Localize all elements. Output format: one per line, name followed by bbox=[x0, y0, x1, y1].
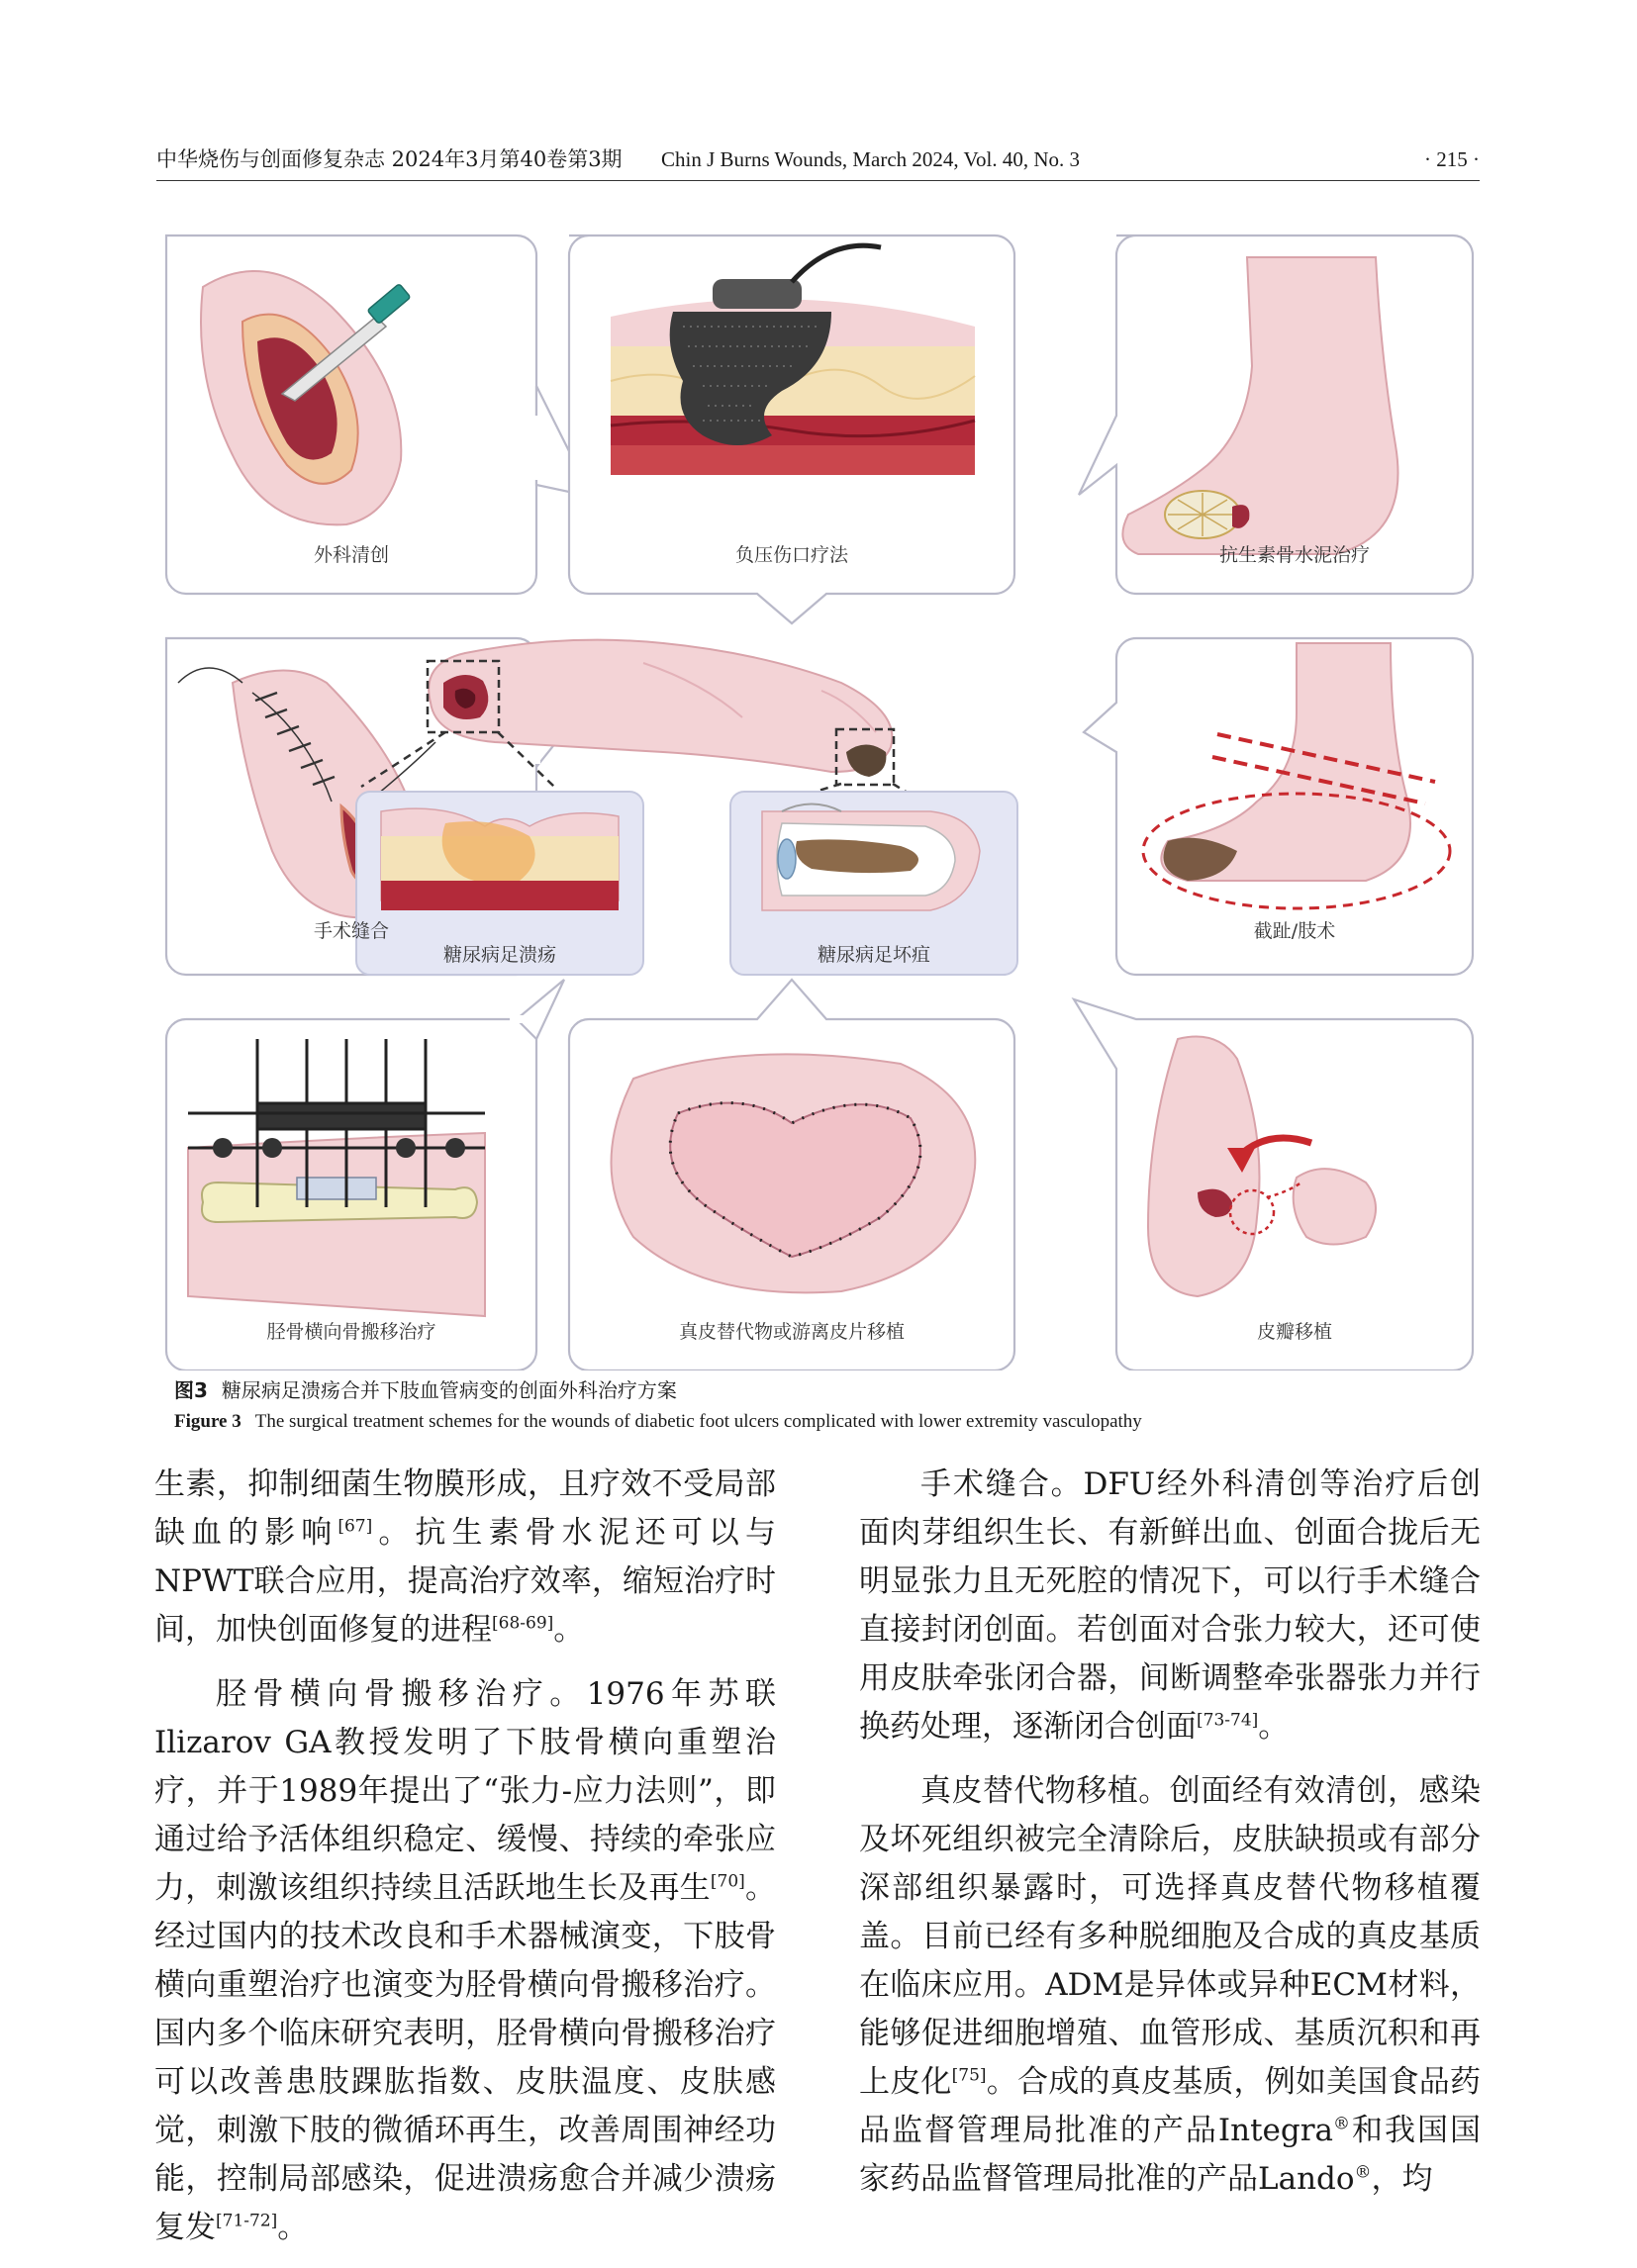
text-run: 真皮替代物移植。创面经有效清创，感染及坏死组织被完全清除后，皮肤缺损或有部分深部组织暴露时，可选择真皮替代物移植覆盖。目前已经有多种脱细胞及合成的真皮基质在临床应用。ADM是异体或异种ECM材料，能够促进细胞增殖、血管形成、基质沉积和再上皮化 bbox=[859, 1773, 1481, 2100]
text-run: ，均 bbox=[1371, 2161, 1433, 2197]
paragraph bbox=[154, 1670, 776, 2252]
figure-caption-cn-text: 糖尿病足溃疡合并下肢血管病变的创面外科治疗方案 bbox=[221, 1378, 677, 1402]
registered-mark: ® bbox=[1333, 2114, 1351, 2134]
text-run: 生素，抑制细菌生物膜形成，且疗效不受局部缺血的影响 bbox=[154, 1466, 776, 1551]
text-run: 。 bbox=[1258, 1709, 1290, 1745]
citation: [75] bbox=[951, 2065, 987, 2086]
panel-tibial-transport bbox=[166, 980, 564, 1370]
label-diabetic-foot-gangrene: 糖尿病足坏疽 bbox=[817, 944, 931, 966]
label-diabetic-foot-ulcer: 糖尿病足溃疡 bbox=[442, 944, 557, 966]
text-run: 。抗生素骨水泥还可以与NPWT联合应用，提高治疗效率，缩短治疗时间，加快创面修复的进程 bbox=[154, 1515, 777, 1648]
panel-skin-graft bbox=[569, 980, 1014, 1370]
figure-3 bbox=[148, 218, 1490, 1370]
citation: [71-72] bbox=[216, 2211, 278, 2231]
text-run: 和我国国家药品监督管理局批准的产品Lando bbox=[859, 2113, 1482, 2197]
journal-title-en: Chin J Burns Wounds, March 2024, Vol. 40, No. 3 bbox=[661, 147, 1081, 171]
paragraph bbox=[859, 1767, 1481, 2204]
label-surgical-debridement: 外科清创 bbox=[313, 544, 390, 566]
text-run: 。经过国内的技术改良和手术器械演变，下肢骨横向重塑治疗也演变为胫骨横向骨搬移治疗。国内多个临床研究表明，胫骨横向骨搬移治疗可以改善患肢踝肱指数、皮肤温度、皮肤感觉，刺激下肢的微循环再生，改善周围神经功能，控制局部感染，促进溃疡愈合并减少溃疡复发 bbox=[154, 1870, 777, 2245]
paragraph bbox=[154, 1461, 776, 1654]
citation: [68-69] bbox=[492, 1613, 554, 1634]
text-run: 。 bbox=[553, 1612, 585, 1648]
body-column-right bbox=[859, 1461, 1481, 2220]
label-suture: 手术缝合 bbox=[313, 920, 390, 942]
text-run: 手术缝合。DFU经外科清创等治疗后创面肉芽组织生长、有新鲜出血、创面合拢后无明显张力且无死腔的情况下，可以行手术缝合直接封闭创面。若创面对合张力较大，还可使用皮肤牵张闭合器，间断调整牵张器张力并行换药处理，逐渐闭合创面 bbox=[859, 1466, 1481, 1745]
figure-number-cn: 图3 bbox=[174, 1378, 208, 1402]
citation: [73-74] bbox=[1197, 1710, 1259, 1731]
lower-leg bbox=[188, 1133, 485, 1316]
figure-caption-en-text: The surgical treatment schemes for the wounds of diabetic foot ulcers complicated with lower extremity vasculopathy bbox=[254, 1411, 1142, 1432]
text-run: 。合成的真皮基质，例如美国食品药品监督管理局批准的产品Integra bbox=[859, 2064, 1482, 2148]
text-run: 胫骨横向骨搬移治疗。1976年苏联Ilizarov GA教授发明了下肢骨横向重塑治疗，并于1989年提出了“张力-应力法则”，即通过给予活体组织稳定、缓慢、持续的牵张应力，刺激该组织持续且活跃地生长及再生 bbox=[154, 1676, 776, 1906]
figure-caption-en bbox=[174, 1411, 1461, 1433]
figure-illustration bbox=[148, 218, 1490, 1370]
label-tibial-transport: 胫骨横向骨搬移治疗 bbox=[266, 1321, 436, 1343]
label-skin-graft: 真皮替代物或游离皮片移植 bbox=[678, 1321, 906, 1343]
label-flap: 皮瓣移植 bbox=[1256, 1321, 1333, 1343]
paragraph bbox=[859, 1461, 1481, 1751]
figure-caption-cn bbox=[174, 1374, 1461, 1403]
panel-flap bbox=[1074, 999, 1473, 1370]
citation: [67] bbox=[337, 1516, 373, 1537]
running-header bbox=[156, 144, 1480, 181]
figure-number-en: Figure 3 bbox=[174, 1411, 241, 1432]
label-amputation: 截趾/肢术 bbox=[1253, 920, 1336, 942]
journal-title-cn: 中华烧伤与创面修复杂志 2024年3月第40卷第3期 bbox=[156, 147, 623, 171]
body-column-left bbox=[154, 1461, 776, 2268]
label-bone-cement: 抗生素骨水泥治疗 bbox=[1218, 544, 1371, 566]
page-number: · 215 · bbox=[1424, 147, 1480, 171]
citation: [70] bbox=[710, 1871, 745, 1892]
registered-mark: ® bbox=[1354, 2162, 1372, 2183]
text-run: 。 bbox=[277, 2210, 309, 2245]
label-npwt: 负压伤口疗法 bbox=[734, 544, 849, 566]
